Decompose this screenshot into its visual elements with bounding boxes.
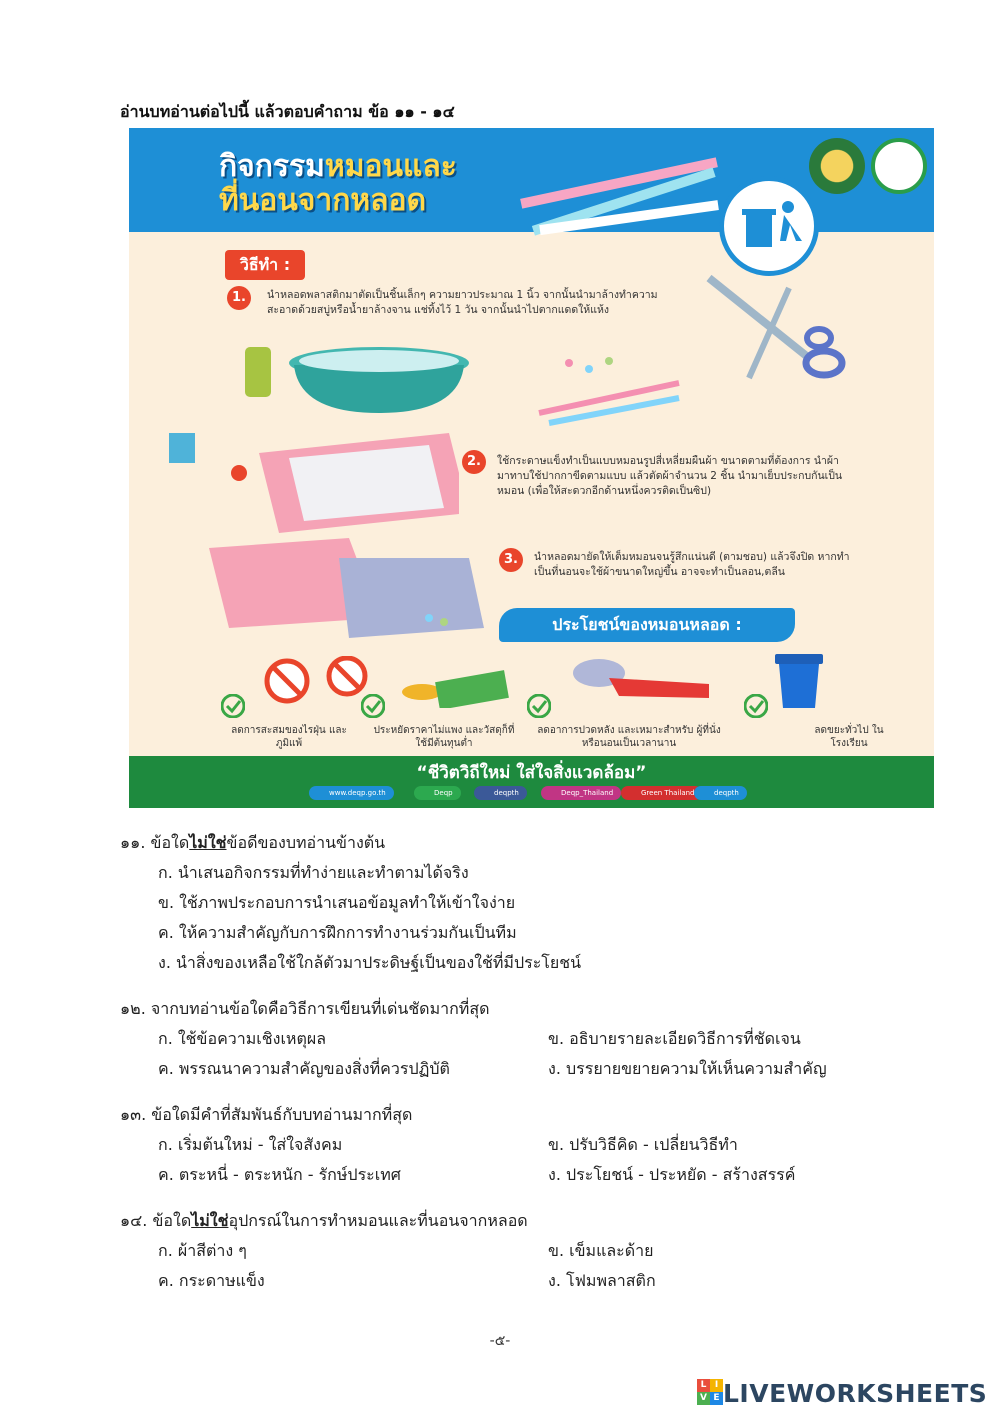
pillow-illustration bbox=[199, 528, 499, 643]
benefit-1-text: ลดการสะสมของไรฝุ่น และภูมิแพ้ bbox=[231, 725, 347, 749]
logo-text: LIVEWORKSHEETS bbox=[723, 1379, 988, 1408]
question-text: จากบทอ่านข้อใดคือวิธีการเขียนที่เด่นชัดมากที่สุด bbox=[150, 999, 490, 1018]
logo-box-i: I bbox=[710, 1379, 723, 1392]
q13-option-d[interactable]: ง. ประโยชน์ - ประหยัด - สร้างสรรค์ bbox=[548, 1165, 796, 1184]
slogan-text: “ชีวิตวิถีใหม่ ใส่ใจสิ่งแวดล้อม” bbox=[416, 763, 647, 783]
general-waste-bin-icon bbox=[769, 650, 829, 710]
q14-option-d[interactable]: ง. โฟมพลาสติก bbox=[548, 1271, 656, 1290]
q11-option-d[interactable]: ง. นำสิ่งของเหลือใช้ใกล้ตัวมาประดิษฐ์เป็นของใช้ที่มีประโยชน์ bbox=[158, 953, 582, 972]
q12-option-c[interactable]: ค. พรรณนาความสำคัญของสิ่งที่ควรปฏิบัติ bbox=[158, 1059, 450, 1078]
social-twitter: deqpth bbox=[694, 786, 747, 800]
social-facebook: deqpth bbox=[474, 786, 527, 800]
q11-option-b[interactable]: ข. ใช้ภาพประกอบการนำเสนอข้อมูลทำให้เข้าใจง่าย bbox=[158, 893, 516, 912]
department-logo-icon bbox=[871, 138, 927, 194]
question-text-pre: ข้อใด bbox=[152, 1211, 192, 1230]
check-icon bbox=[527, 694, 551, 718]
scissors-illustration bbox=[689, 268, 849, 398]
q13-option-b[interactable]: ข. ปรับวิธีคิด - เปลี่ยนวิธีทำ bbox=[548, 1135, 738, 1154]
q12-option-a[interactable]: ก. ใช้ข้อความเชิงเหตุผล bbox=[158, 1029, 327, 1048]
social-youtube: Green Thailand bbox=[621, 786, 702, 800]
poster-title bbox=[219, 150, 457, 218]
ministry-seal-icon bbox=[809, 138, 865, 194]
step-3-number: 3. bbox=[499, 548, 523, 572]
straws-illustration bbox=[509, 138, 729, 238]
q13-option-a[interactable]: ก. เริ่มต้นใหม่ - ใส่ใจสังคม bbox=[158, 1135, 343, 1154]
step-2-number: 2. bbox=[462, 450, 486, 474]
instruction-text: อ่านบทอ่านต่อไปนี้ แล้วตอบคำถาม ข้อ ๑๑ - ๑๔ bbox=[120, 102, 455, 121]
check-icon bbox=[221, 694, 245, 718]
step-1-number: 1. bbox=[227, 286, 251, 310]
method-label: วิธีทำ : bbox=[225, 250, 305, 280]
q14-option-c[interactable]: ค. กระดาษแข็ง bbox=[158, 1271, 265, 1290]
question-12 bbox=[120, 998, 489, 1020]
question-underlined: ไม่ใช่ bbox=[191, 1211, 229, 1230]
check-icon bbox=[361, 694, 385, 718]
q11-option-c[interactable]: ค. ให้ความสำคัญกับการฝึกการทำงานร่วมกันเป็นทีม bbox=[158, 923, 517, 942]
q13-option-c[interactable]: ค. ตระหนี่ - ตระหนัก - รักษ์ประเทศ bbox=[158, 1165, 401, 1184]
logo-box-v: V bbox=[697, 1392, 710, 1405]
benefit-banner: ประโยชน์ของหมอนหลอด : bbox=[499, 608, 795, 642]
benefit-2-text: ประหยัดราคาไม่แพง และวัสดุก็ที่ใช้มีต้นทุนต่ำ bbox=[373, 725, 515, 749]
q11-option-a[interactable]: ก. นำเสนอกิจกรรมที่ทำง่ายและทำตามได้จริง bbox=[158, 863, 469, 882]
logo-box-l: L bbox=[697, 1379, 710, 1392]
step-1-text: นำหลอดพลาสติกมาตัดเป็นชิ้นเล็กๆ ความยาวประมาณ 1 นิ้ว จากนั้นนำมาล้างทำความสะอาดด้วยสบู่หรือน้ำยาล้างจาน แช่ทิ้งไว้ 1 วัน จากนั้นนำไปตากแดดให้แห้ง bbox=[267, 289, 658, 316]
wash-basin-illustration bbox=[239, 333, 489, 423]
title-part-2: หมอนและ bbox=[324, 149, 457, 184]
step-2-text: ใช้กระดาษแข็งทำเป็นแบบหมอนรูปสี่เหลี่ยมผืนผ้า ขนาดตามที่ต้องการ นำผ้ามาทาบใช้ปากกาขีดตามแบบ แล้วตัดผ้าจำนวน 2 ชิ้น นำมาเย็บประกบกันเป็นหมอน (เพื่อให้สะดวกอีกด้านหนึ่งควรติดเป็นซิป) bbox=[497, 455, 843, 497]
cut-straws-illustration bbox=[529, 353, 689, 433]
benefit-3-text: ลดอาการปวดหลัง และเหมาะสำหรับ ผู้ที่นั่งหรือนอนเป็นเวลานาน bbox=[537, 725, 721, 749]
question-text-pre: ข้อใด bbox=[150, 833, 190, 852]
social-line: Deqp bbox=[414, 786, 461, 800]
question-number: ๑๑. bbox=[120, 833, 146, 852]
money-icon bbox=[397, 668, 517, 708]
check-icon bbox=[744, 694, 768, 718]
step-3-text: นำหลอดมายัดให้เต็มหมอนจนรู้สึกแน่นดี (ตามชอบ) แล้วจึงปิด หากทำเป็นที่นอนจะใช้ผ้าขนาดใหญ่ขึ้น อาจจะทำเป็นลอน,ตลีน bbox=[534, 551, 850, 578]
question-underlined: ไม่ใช่ bbox=[189, 833, 227, 852]
question-14 bbox=[120, 1210, 528, 1232]
q12-option-d[interactable]: ง. บรรยายขยายความให้เห็นความสำคัญ bbox=[548, 1059, 827, 1078]
social-instagram: Deqp_Thailand bbox=[541, 786, 621, 800]
question-number: ๑๓. bbox=[120, 1105, 147, 1124]
infographic-poster bbox=[129, 128, 934, 808]
title-part-1: กิจกรรม bbox=[219, 149, 325, 184]
question-text: ข้อใดมีคำที่สัมพันธ์กับบทอ่านมากที่สุด bbox=[151, 1105, 413, 1124]
question-text-post: อุปกรณ์ในการทำหมอนและที่นอนจากหลอด bbox=[228, 1211, 528, 1230]
question-13 bbox=[120, 1104, 412, 1126]
benefit-4-text: ลดขยะทั่วไป ในโรงเรียน bbox=[814, 725, 884, 749]
cushion-sewing-illustration bbox=[169, 413, 459, 533]
poster-footer bbox=[129, 756, 934, 808]
logo-box-e: E bbox=[710, 1392, 723, 1405]
q12-option-b[interactable]: ข. อธิบายรายละเอียดวิธีการที่ชัดเจน bbox=[548, 1029, 801, 1048]
q14-option-b[interactable]: ข. เข็มและด้าย bbox=[548, 1241, 654, 1260]
question-number: ๑๒. bbox=[120, 999, 146, 1018]
page-number: -๕- bbox=[489, 1333, 511, 1349]
no-dust-mite-icon bbox=[257, 656, 377, 706]
question-text-post: ข้อดีของบทอ่านข้างต้น bbox=[226, 833, 386, 852]
trash-bin-icon bbox=[719, 176, 819, 276]
q14-option-a[interactable]: ก. ผ้าสีต่าง ๆ bbox=[158, 1241, 247, 1260]
question-11 bbox=[120, 832, 385, 854]
question-number: ๑๔. bbox=[120, 1211, 148, 1230]
social-website: www.deqp.go.th bbox=[309, 786, 394, 800]
title-line-2: ที่นอนจากหลอด bbox=[219, 183, 427, 218]
sleeping-person-icon bbox=[559, 648, 729, 708]
